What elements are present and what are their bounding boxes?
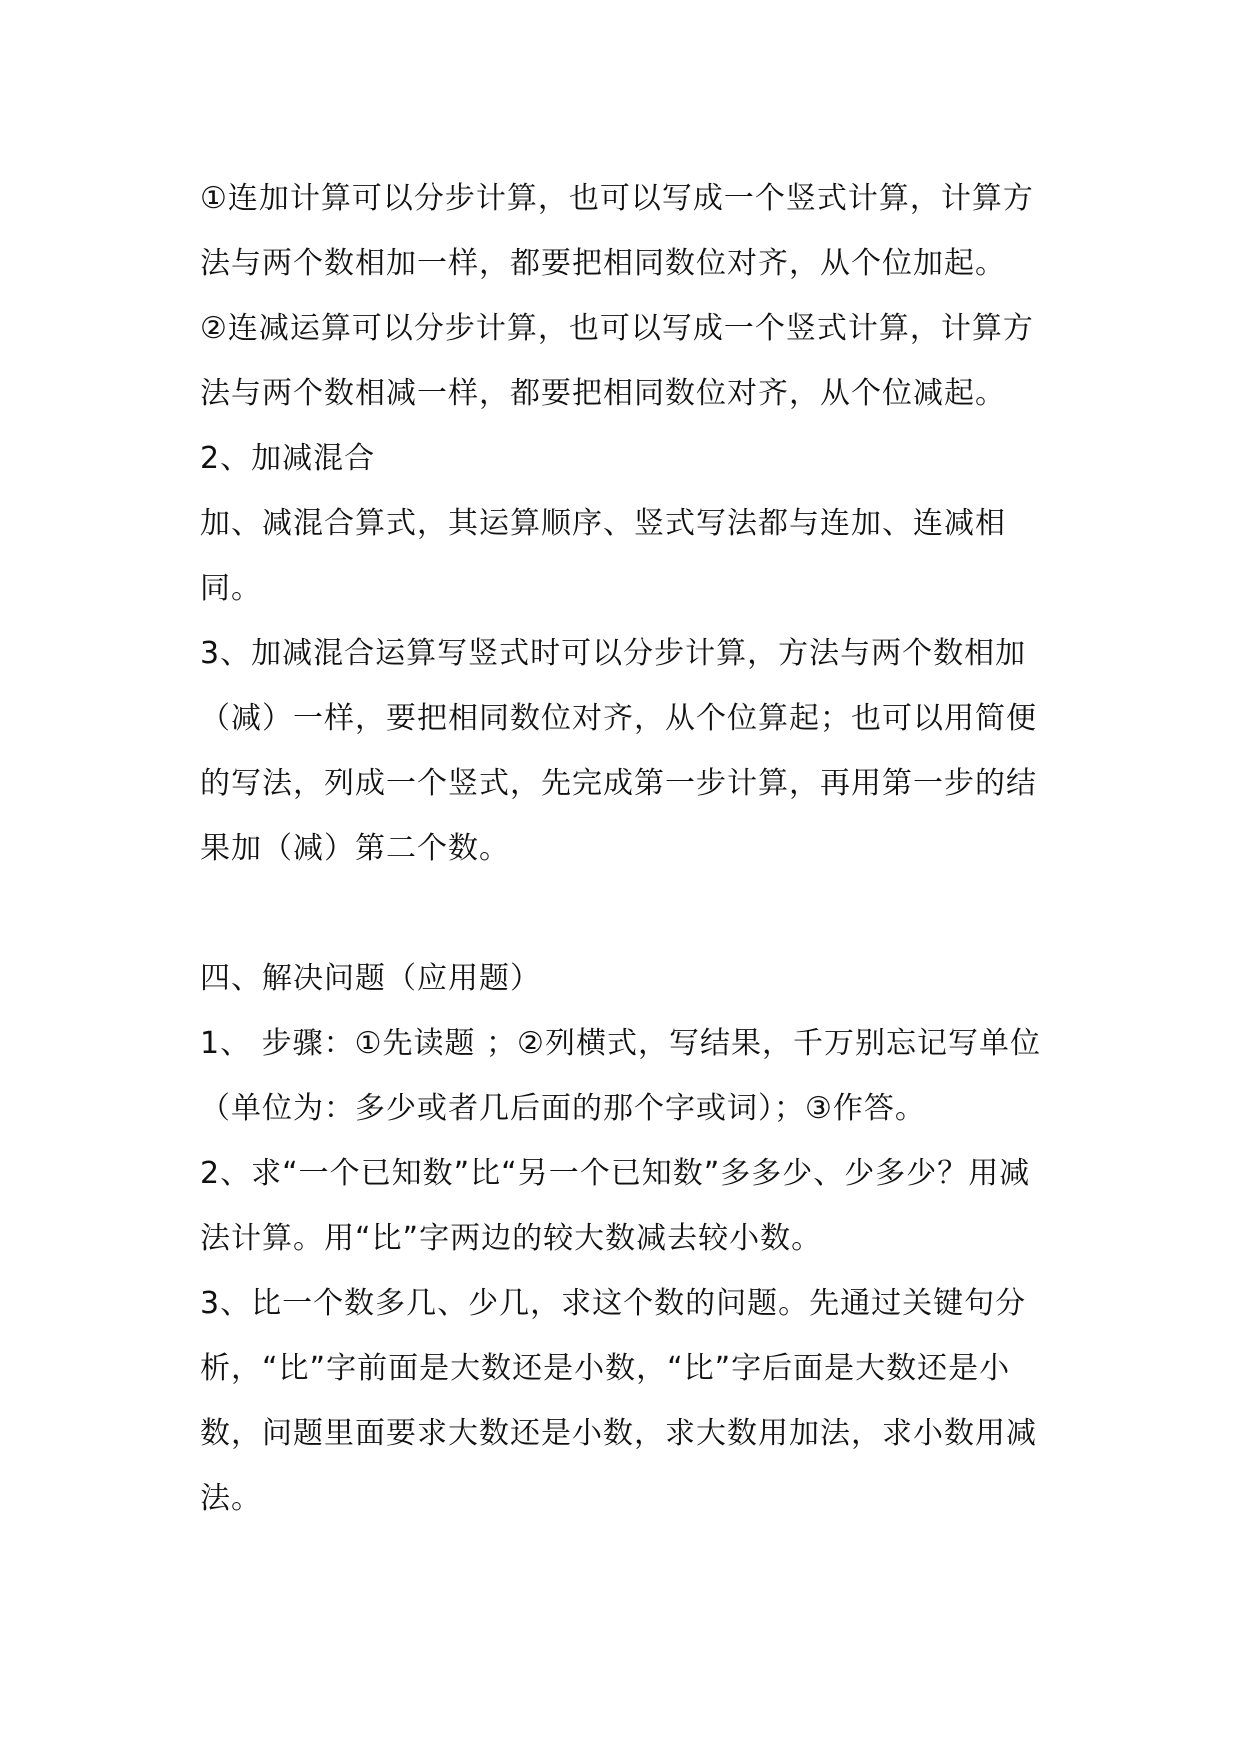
heading-mixed-operations: 2、加减混合 [200, 441, 376, 476]
heading-problem-solving: 四、解决问题（应用题） [200, 961, 541, 996]
paragraph-mixed-vertical-form: 3、加减混合运算写竖式时可以分步计算，方法与两个数相加（减）一样，要把相同数位对齐，从个位算起；也可以用简便的写法，列成一个竖式，先完成第一步计算，再用第一步的结果加（减）第二个数。 [200, 636, 1037, 866]
paragraph-mixed-operations: 加、减混合算式，其运算顺序、竖式写法都与连加、连减相同。 [200, 506, 1006, 606]
paragraph-more-less: 3、比一个数多几、少几，求这个数的问题。先通过关键句分析，“比”字前面是大数还是小数，“比”字后面是大数还是小数，问题里面要求大数还是小数，求大数用加法，求小数用减法。 [200, 1286, 1037, 1516]
document-body [200, 166, 1050, 1531]
paragraph-difference: 2、求“一个已知数”比“另一个已知数”多多少、少多少？用减法计算。用“比”字两边的较大数减去较小数。 [200, 1156, 1031, 1256]
paragraph-steps: 1、 步骤：①先读题 ；②列横式，写结果，千万别忘记写单位（单位为：多少或者几后面的那个字或词）；③作答。 [200, 1026, 1041, 1126]
paragraph-continuous-subtraction: ②连减运算可以分步计算，也可以写成一个竖式计算，计算方法与两个数相减一样，都要把相同数位对齐，从个位减起。 [200, 311, 1034, 411]
paragraph-continuous-addition: ①连加计算可以分步计算，也可以写成一个竖式计算，计算方法与两个数相加一样，都要把相同数位对齐，从个位加起。 [200, 181, 1034, 281]
section-spacer [200, 881, 1050, 946]
